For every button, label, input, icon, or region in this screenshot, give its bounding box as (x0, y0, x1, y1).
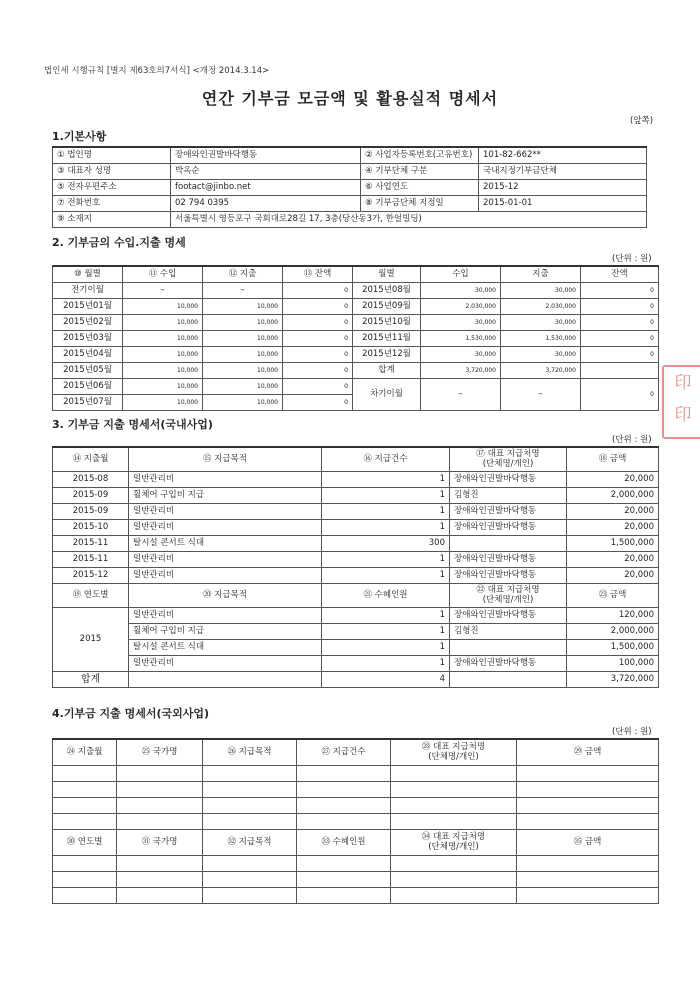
empty-cell (297, 765, 391, 781)
value-cell: 0 (283, 363, 353, 379)
income-expense-row (53, 347, 659, 363)
value-cell: – (501, 379, 581, 411)
field-value: 국내지정기부금단체 (479, 164, 647, 180)
purpose-cell: 일반관리비 (129, 503, 322, 519)
value-cell: 10,000 (203, 299, 283, 315)
empty-cell (203, 813, 297, 829)
recipient-cell (450, 535, 567, 551)
value-cell: 0 (581, 299, 659, 315)
empty-cell (53, 797, 117, 813)
empty-row (53, 765, 659, 781)
address-value: 서울특별시 영등포구 국회대로28길 17, 3층(당산동3가, 한얼빌딩) (171, 212, 647, 228)
month-cell: 2015년02월 (53, 315, 123, 331)
empty-cell (117, 781, 203, 797)
column-header: ⑲ 연도별 (53, 583, 129, 607)
column-header (450, 583, 567, 607)
column-header: ⑬ 잔액 (283, 266, 353, 283)
empty-cell (297, 871, 391, 887)
empty-cell (203, 765, 297, 781)
column-header: ㉕ 국가명 (117, 739, 203, 765)
count-cell: 1 (322, 655, 450, 671)
recipient-cell: 장애와인권발바닥행동 (450, 607, 567, 623)
value-cell: 0 (283, 379, 353, 395)
header-subline: (단체명/개인) (482, 459, 534, 470)
empty-cell (517, 855, 659, 871)
value-cell: – (123, 283, 203, 299)
year-cell: 2015 (53, 607, 129, 671)
expense-row (53, 535, 659, 551)
value-cell: 10,000 (123, 379, 203, 395)
recipient-cell: 김형진 (450, 487, 567, 503)
month-cell: 2015년11월 (353, 331, 421, 347)
value-cell: 0 (283, 347, 353, 363)
expense-row (53, 471, 659, 487)
month-cell: 2015년09월 (353, 299, 421, 315)
purpose-cell: 휠체어 구입비 지급 (129, 487, 322, 503)
recipient-cell: 장애와인권발바닥행동 (450, 519, 567, 535)
value-cell: 10,000 (123, 395, 203, 411)
month-cell: 2015년10월 (353, 315, 421, 331)
amount-cell: 2,000,000 (567, 623, 659, 639)
income-expense-row (53, 331, 659, 347)
month-cell: 2015년04월 (53, 347, 123, 363)
value-cell: 0 (283, 315, 353, 331)
column-header: ㉔ 지출월 (53, 739, 117, 765)
column-header (391, 739, 517, 765)
month-cell: 2015-08 (53, 471, 129, 487)
header-subline: (단체명/개인) (428, 752, 479, 763)
column-header: 월별 (353, 266, 421, 283)
overseas-table (52, 738, 659, 904)
header-row (53, 447, 659, 471)
field-label: ① 법인명 (53, 147, 171, 164)
month-cell: 2015년06월 (53, 379, 123, 395)
value-cell: 0 (581, 331, 659, 347)
value-cell: 10,000 (203, 395, 283, 411)
field-value: footact@jinbo.net (171, 180, 361, 196)
empty-row (53, 813, 659, 829)
empty-cell (391, 765, 517, 781)
value-cell: 30,000 (501, 283, 581, 299)
month-cell: 2015년01월 (53, 299, 123, 315)
value-cell: 2,030,000 (421, 299, 501, 315)
count-cell: 1 (322, 503, 450, 519)
field-label: ⑧ 기부금단체 지정일 (361, 196, 479, 212)
value-cell: 10,000 (203, 347, 283, 363)
field-value: 박옥순 (171, 164, 361, 180)
month-cell: 2015-11 (53, 551, 129, 567)
purpose-cell: 일반관리비 (129, 551, 322, 567)
address-label: ⑨ 소재지 (53, 212, 171, 228)
section2-heading: 2. 기부금의 수입.지출 명세 (52, 236, 186, 249)
month-cell: 2015년03월 (53, 331, 123, 347)
month-cell: 2015-11 (53, 535, 129, 551)
empty-cell (517, 765, 659, 781)
value-cell: 30,000 (421, 283, 501, 299)
column-header: 지출 (501, 266, 581, 283)
empty-cell (391, 813, 517, 829)
column-header: ㉚ 연도별 (53, 829, 117, 855)
empty-row (53, 797, 659, 813)
purpose-cell: 일반관리비 (129, 655, 322, 671)
basic-info-rows (53, 147, 647, 212)
field-value: 101-82-662** (479, 147, 647, 164)
header-line: ㉒ 대표 지급처명 (476, 585, 540, 595)
value-cell: 3,720,000 (421, 363, 501, 379)
value-cell: 0 (283, 395, 353, 411)
empty-cell (517, 797, 659, 813)
empty-cell (203, 797, 297, 813)
value-cell: 30,000 (501, 315, 581, 331)
count-cell: 1 (322, 487, 450, 503)
recipient-cell: 김형진 (450, 623, 567, 639)
empty-row (53, 781, 659, 797)
empty-cell (203, 781, 297, 797)
month-cell: 2015년05월 (53, 363, 123, 379)
empty-cell (117, 855, 203, 871)
column-header (391, 829, 517, 855)
field-value: 2015-01-01 (479, 196, 647, 212)
column-header: ⑱ 금액 (567, 447, 659, 471)
field-value: 2015-12 (479, 180, 647, 196)
empty-cell (517, 871, 659, 887)
column-header: ㉟ 금액 (517, 829, 659, 855)
column-header: ⑫ 지출 (203, 266, 283, 283)
month-cell: 전기이월 (53, 283, 123, 299)
header-row (53, 829, 659, 855)
amount-cell: 2,000,000 (567, 487, 659, 503)
count-cell: 1 (322, 519, 450, 535)
amount-cell: 120,000 (567, 607, 659, 623)
value-cell: 1,530,000 (421, 331, 501, 347)
section4-unit: (단위 : 원) (612, 727, 652, 737)
income-expense-row (53, 315, 659, 331)
domestic-table (52, 446, 659, 688)
empty-cell (297, 887, 391, 903)
expense-row (53, 503, 659, 519)
month-cell: 2015년12월 (353, 347, 421, 363)
purpose-cell: 탈시설 콘서트 식대 (129, 535, 322, 551)
total-row (53, 671, 659, 687)
column-header: ㉑ 수혜인원 (322, 583, 450, 607)
value-cell: 10,000 (203, 363, 283, 379)
total-count: 4 (322, 671, 450, 687)
value-cell: 0 (283, 299, 353, 315)
empty-cell (517, 813, 659, 829)
empty-cell (117, 765, 203, 781)
field-label: ⑦ 전화번호 (53, 196, 171, 212)
column-header: ⑳ 지급목적 (129, 583, 322, 607)
amount-cell: 20,000 (567, 503, 659, 519)
column-header: ⑮ 지급목적 (129, 447, 322, 471)
amount-cell: 100,000 (567, 655, 659, 671)
column-header: ㉜ 지급목적 (203, 829, 297, 855)
amount-cell: 20,000 (567, 519, 659, 535)
count-cell: 1 (322, 607, 450, 623)
empty-cell (517, 887, 659, 903)
column-header: 잔액 (581, 266, 659, 283)
recipient-cell: 장애와인권발바닥행동 (450, 655, 567, 671)
expense-row (53, 487, 659, 503)
empty-cell (53, 765, 117, 781)
recipient-cell: 장애와인권발바닥행동 (450, 471, 567, 487)
empty-row (53, 871, 659, 887)
header-subline: (단체명/개인) (428, 842, 479, 852)
empty-cell (391, 887, 517, 903)
column-header: 수입 (421, 266, 501, 283)
column-header: ⑯ 지급건수 (322, 447, 450, 471)
amount-cell: 1,500,000 (567, 639, 659, 655)
empty-cell (517, 781, 659, 797)
expense-row (53, 519, 659, 535)
column-header: ⑪ 수입 (123, 266, 203, 283)
section3-heading: 3. 기부금 지출 명세서(국내사업) (52, 418, 213, 431)
field-label: ② 사업자등록번호(고유번호) (361, 147, 479, 164)
total-amount: 3,720,000 (567, 671, 659, 687)
field-label: ③ 대표자 성명 (53, 164, 171, 180)
basic-info-table (52, 146, 647, 228)
value-cell: 10,000 (203, 379, 283, 395)
value-cell: 0 (581, 283, 659, 299)
section4-heading: 4.기부금 지출 명세서(국외사업) (52, 707, 210, 720)
column-header: ⑩ 월별 (53, 266, 123, 283)
income-expense-row (53, 299, 659, 315)
year-row (53, 655, 659, 671)
value-cell: – (203, 283, 283, 299)
empty-cell (203, 855, 297, 871)
value-cell: – (421, 379, 501, 411)
empty-cell (203, 871, 297, 887)
header-row (53, 266, 659, 283)
value-cell: 30,000 (421, 315, 501, 331)
page-title: 연간 기부금 모금액 및 활용실적 명세서 (201, 89, 499, 108)
value-cell: 30,000 (501, 347, 581, 363)
month-cell: 2015-10 (53, 519, 129, 535)
empty-cell (53, 871, 117, 887)
column-header: ⑭ 지출월 (53, 447, 129, 471)
month-cell: 2015년08월 (353, 283, 421, 299)
header-subline: (단체명/개인) (482, 595, 534, 605)
empty-cell (117, 797, 203, 813)
empty-row (53, 855, 659, 871)
recipient-cell: 장애와인권발바닥행동 (450, 503, 567, 519)
purpose-cell: 일반관리비 (129, 607, 322, 623)
header-line: ㉞ 대표 지급처명 (421, 832, 486, 842)
empty-cell (53, 781, 117, 797)
column-header: ㉗ 지급건수 (297, 739, 391, 765)
empty-cell (53, 887, 117, 903)
recipient-cell: 장애와인권발바닥행동 (450, 551, 567, 567)
income-expense-row (53, 379, 659, 395)
field-value: 장애와인권발바닥행동 (171, 147, 361, 164)
purpose-cell: 일반관리비 (129, 567, 322, 583)
overseas-rows (53, 739, 659, 903)
empty-cell (53, 855, 117, 871)
purpose-cell: 휠체어 구입비 지급 (129, 623, 322, 639)
basic-info-row (53, 147, 647, 164)
count-cell: 1 (322, 623, 450, 639)
section2-unit: (단위 : 원) (612, 254, 652, 264)
empty-cell (117, 871, 203, 887)
field-label: ⑥ 사업연도 (361, 180, 479, 196)
value-cell: 10,000 (123, 347, 203, 363)
empty-row (53, 887, 659, 903)
column-header: ㉙ 금액 (517, 739, 659, 765)
empty-cell (391, 797, 517, 813)
value-cell: 3,720,000 (501, 363, 581, 379)
value-cell: 10,000 (123, 299, 203, 315)
empty-cell (297, 813, 391, 829)
value-cell: 0 (283, 283, 353, 299)
recipient-cell (450, 639, 567, 655)
form-note: 법인세 시행규칙 [별지 제63호의7서식] <개정 2014.3.14> (44, 66, 270, 76)
value-cell: 10,000 (203, 331, 283, 347)
field-label: ⑤ 전자우편주소 (53, 180, 171, 196)
section3-unit: (단위 : 원) (612, 435, 652, 445)
amount-cell: 20,000 (567, 567, 659, 583)
section1-heading: 1.기본사항 (52, 130, 107, 143)
month-cell: 2015-09 (53, 487, 129, 503)
basic-info-row (53, 164, 647, 180)
count-cell: 1 (322, 639, 450, 655)
month-cell: 2015-09 (53, 503, 129, 519)
value-cell: 30,000 (421, 347, 501, 363)
count-cell: 1 (322, 567, 450, 583)
column-header: ㉖ 지급목적 (203, 739, 297, 765)
basic-info-row (53, 180, 647, 196)
value-cell: 0 (283, 331, 353, 347)
domestic-rows (53, 447, 659, 687)
empty-cell (391, 781, 517, 797)
seal-stamp: 印 印 (662, 365, 700, 439)
purpose-cell: 일반관리비 (129, 519, 322, 535)
header-line: ㉘ 대표 지급처명 (421, 742, 486, 753)
amount-cell: 20,000 (567, 551, 659, 567)
year-row (53, 639, 659, 655)
value-cell: 0 (581, 347, 659, 363)
income-expense-table (52, 265, 659, 411)
empty-cell (53, 813, 117, 829)
value-cell: 1,530,000 (501, 331, 581, 347)
month-cell: 2015-12 (53, 567, 129, 583)
column-header: ㉝ 수혜인원 (297, 829, 391, 855)
value-cell (581, 363, 659, 379)
header-line: ⑰ 대표 지급처명 (476, 449, 540, 460)
value-cell: 0 (581, 315, 659, 331)
column-header (450, 447, 567, 471)
carry-label: 차기이월 (353, 379, 421, 411)
basic-info-row (53, 196, 647, 212)
expense-row (53, 551, 659, 567)
value-cell: 10,000 (123, 315, 203, 331)
count-cell: 1 (322, 551, 450, 567)
empty-cell (450, 671, 567, 687)
year-row (53, 607, 659, 623)
month-cell: 2015년07월 (53, 395, 123, 411)
amount-cell: 20,000 (567, 471, 659, 487)
total-label: 합계 (53, 671, 129, 687)
field-value: 02 794 0395 (171, 196, 361, 212)
income-expense-row (53, 363, 659, 379)
header-row (53, 583, 659, 607)
purpose-cell: 탈시설 콘서트 식대 (129, 639, 322, 655)
empty-cell (297, 855, 391, 871)
empty-cell (129, 671, 322, 687)
field-label: ④ 기부단체 구분 (361, 164, 479, 180)
count-cell: 300 (322, 535, 450, 551)
empty-cell (297, 781, 391, 797)
income-expense-rows (53, 266, 659, 411)
year-row (53, 623, 659, 639)
value-cell: 10,000 (123, 363, 203, 379)
recipient-cell: 장애와인권발바닥행동 (450, 567, 567, 583)
count-cell: 1 (322, 471, 450, 487)
empty-cell (203, 887, 297, 903)
value-cell: 2,030,000 (501, 299, 581, 315)
header-row (53, 739, 659, 765)
empty-cell (117, 813, 203, 829)
address-row (53, 212, 647, 228)
empty-cell (391, 855, 517, 871)
empty-cell (117, 887, 203, 903)
amount-cell: 1,500,000 (567, 535, 659, 551)
column-header: ㉛ 국가명 (117, 829, 203, 855)
empty-cell (391, 871, 517, 887)
purpose-cell: 일반관리비 (129, 471, 322, 487)
month-cell: 합계 (353, 363, 421, 379)
column-header: ㉓ 금액 (567, 583, 659, 607)
value-cell: 0 (581, 379, 659, 411)
income-expense-row (53, 283, 659, 299)
expense-row (53, 567, 659, 583)
value-cell: 10,000 (203, 315, 283, 331)
empty-cell (297, 797, 391, 813)
value-cell: 10,000 (123, 331, 203, 347)
page-label: (앞쪽) (630, 116, 654, 126)
